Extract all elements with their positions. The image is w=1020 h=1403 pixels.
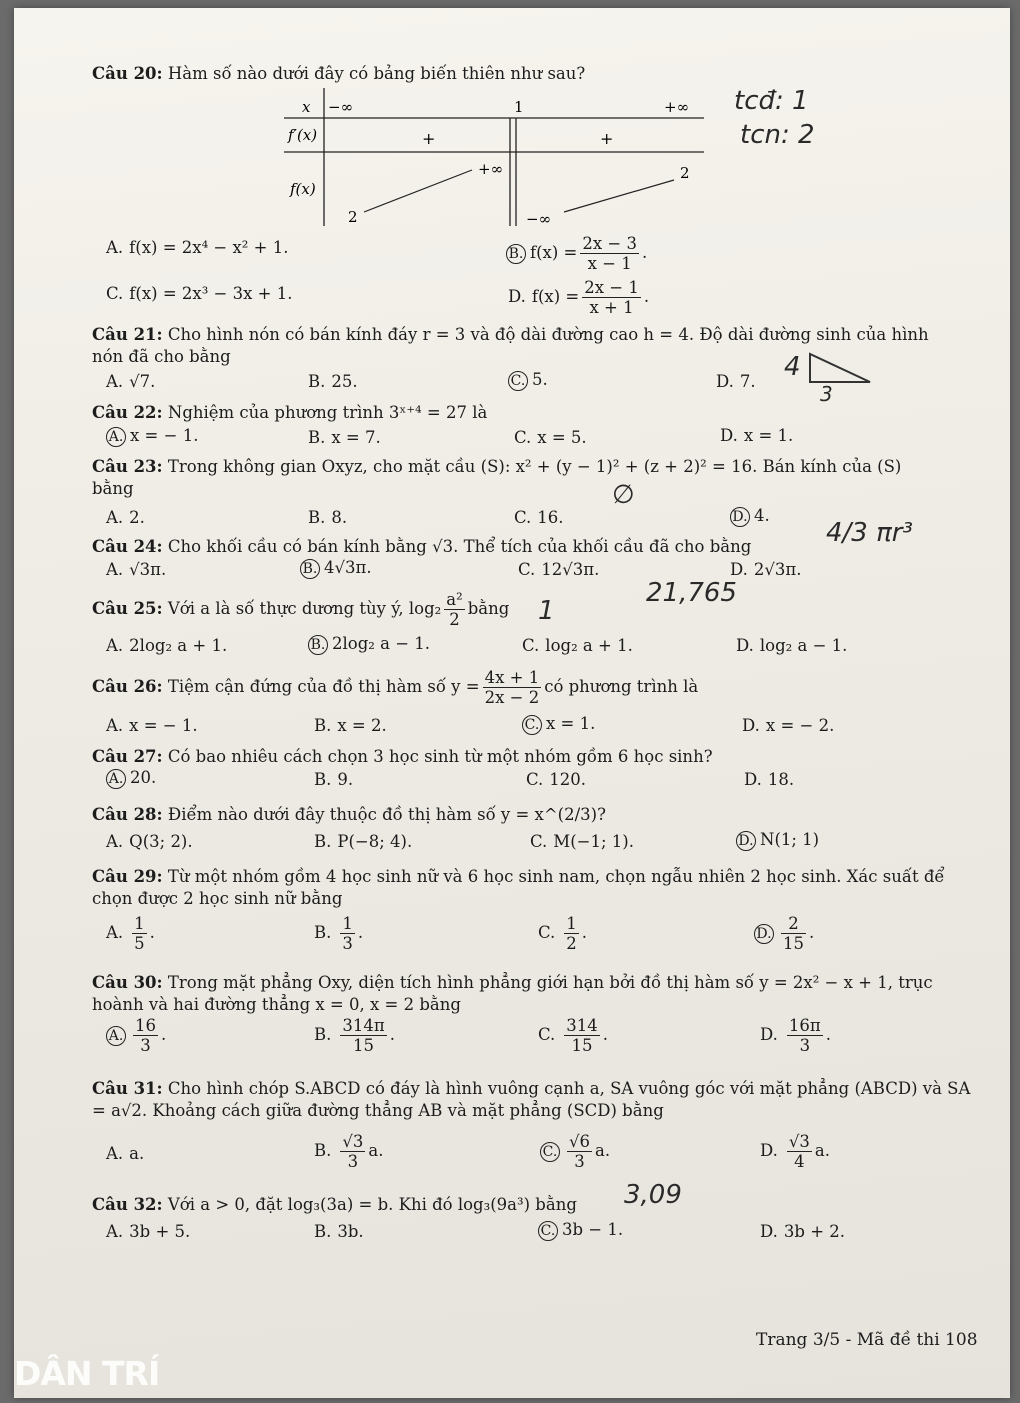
f-val-2-left: 2 (348, 208, 358, 226)
q23-option-c: C. 16. (514, 508, 564, 527)
q32-option-a: A. 3b + 5. (106, 1222, 191, 1241)
q27-option-d: D. 18. (744, 770, 795, 789)
f-val-pos-inf: +∞ (478, 160, 504, 178)
q25-option-c: C. log₂ a + 1. (522, 636, 633, 655)
q26-option-a: A. x = − 1. (106, 716, 198, 735)
q20-option-c: C. f(x) = 2x³ − 3x + 1. (106, 284, 293, 303)
q24-option-b: B. 4√3π. (300, 558, 372, 579)
f-val-neg-inf: −∞ (526, 210, 552, 228)
x-val-neg-inf: −∞ (328, 98, 354, 116)
exam-page (14, 8, 1010, 1398)
q26-option-c: C. x = 1. (522, 714, 595, 735)
q25-option-d: D. log₂ a − 1. (736, 636, 848, 655)
q32-option-d: D. 3b + 2. (760, 1222, 846, 1241)
q23-option-d: D. 4. (730, 506, 770, 527)
q20-option-a: A. f(x) = 2x⁴ − x² + 1. (106, 238, 289, 257)
q28-option-a: A. Q(3; 2). (106, 832, 193, 851)
q21-option-b: B. 25. (308, 372, 358, 391)
question-label: Câu 20: (92, 64, 163, 83)
question-31: Câu 31: Cho hình chóp S.ABCD có đáy là hình vuông cạnh a, SA vuông góc với mặt phẳng (ABCD) và SA = a√2. Khoảng cách giữa đường thẳng AB và mặt phẳng (SCD) bằng (92, 1079, 971, 1120)
question-28: Câu 28: Điểm nào dưới đây thuộc đồ thị hàm số y = x^(2/3)? (92, 805, 606, 824)
q27-option-c: C. 120. (526, 770, 587, 789)
question-30: Câu 30: Trong mặt phẳng Oxy, diện tích hình phẳng giới hạn bởi đồ thị hàm số y = 2x² − x + 1, trục hoành và hai đường thẳng x = 0, x = 2 bằng (92, 973, 933, 1014)
q31-option-b: B. $\frac{√3}{3}$ a. (314, 1132, 384, 1171)
q21-option-d: D. 7. (716, 372, 756, 391)
question-29: Câu 29: Từ một nhóm gồm 4 học sinh nữ và 6 học sinh nam, chọn ngẫu nhiên 2 học sinh. Xác suất để chọn được 2 học sinh nữ bằng (92, 867, 945, 908)
q29-option-d: D. $\frac{2}{15}$ . (754, 914, 814, 953)
question-23: Câu 23: Trong không gian Oxyz, cho mặt cầu (S): x² + (y − 1)² + (z + 2)² = 16. Bán kính của (S) bằng (92, 457, 902, 498)
variation-table (264, 88, 704, 228)
question-21: Câu 21: Cho hình nón có bán kính đáy r = 3 và độ dài đường cao h = 4. Độ dài đường sinh của hình nón đã cho bằng (92, 325, 929, 366)
question-22: Câu 22: Nghiệm của phương trình 3ˣ⁺⁴ = 27 là (92, 403, 488, 422)
q25-option-b: B. 2log₂ a − 1. (308, 634, 430, 655)
q30-option-d: D. $\frac{16\pi}{3}$ . (760, 1016, 831, 1055)
q28-option-c: C. M(−1; 1). (530, 832, 634, 851)
handwritten-note: 3,09 (624, 1180, 682, 1210)
handwritten-note: tcđ: 1 (734, 86, 809, 116)
question-26: Câu 26: Tiệm cận đứng của đồ thị hàm số y = $\frac{4x + 1}{2x - 2}$ có phương trình là (92, 668, 699, 707)
q23-option-b: B. 8. (308, 508, 348, 527)
q22-option-c: C. x = 5. (514, 428, 587, 447)
q32-option-c: C. 3b − 1. (538, 1220, 623, 1241)
x-val-1: 1 (514, 98, 524, 116)
q28-option-b: B. P(−8; 4). (314, 832, 413, 851)
sign-2: + (600, 129, 614, 148)
q20-option-b: B. f(x) = $\frac{2x - 3}{x - 1}$ . (506, 234, 647, 273)
page-footer: Trang 3/5 - Mã đề thi 108 (756, 1330, 978, 1350)
q30-option-a: A. $\frac{16}{3}$ . (106, 1016, 166, 1055)
question-text: Hàm số nào dưới đây có bảng biến thiên như sau? (167, 64, 586, 83)
sign-1: + (422, 129, 436, 148)
question-32: Câu 32: Với a > 0, đặt log₃(3a) = b. Khi đó log₃(9a³) bằng (92, 1195, 577, 1214)
q29-option-c: C. $\frac{1}{2}$ . (538, 914, 588, 953)
q22-option-a: A. x = − 1. (106, 426, 198, 447)
table-fp-label: f′(x) (288, 126, 318, 144)
handwritten-note: ∅ (612, 480, 635, 510)
handwritten-note: 3 (820, 382, 833, 406)
handwritten-note: 4/3 πr³ (826, 518, 913, 548)
q28-option-d: D. N(1; 1) (736, 830, 819, 851)
q22-option-d: D. x = 1. (720, 426, 794, 445)
dantri-watermark-logo: DÂN TRÍ (14, 1354, 160, 1393)
handwritten-note: 21,765 (646, 578, 737, 608)
question-27: Câu 27: Có bao nhiêu cách chọn 3 học sinh từ một nhóm gồm 6 học sinh? (92, 747, 713, 766)
q26-option-d: D. x = − 2. (742, 716, 835, 735)
q30-option-c: C. $\frac{314}{15}$ . (538, 1016, 609, 1055)
q20-option-d: D. f(x) = $\frac{2x - 1}{x + 1}$ . (508, 278, 650, 317)
q24-option-d: D. 2√3π. (730, 560, 802, 579)
q22-option-b: B. x = 7. (308, 428, 381, 447)
q31-option-c: C. $\frac{√6}{3}$ a. (540, 1132, 610, 1171)
x-val-pos-inf: +∞ (664, 98, 690, 116)
q31-option-a: A. a. (106, 1144, 145, 1163)
handwritten-triangle-sketch (806, 350, 876, 390)
arrow-up-right (564, 180, 674, 212)
q32-option-b: B. 3b. (314, 1222, 364, 1241)
q27-option-a: A. 20. (106, 768, 156, 789)
question-25: Câu 25: Với a là số thực dương tùy ý, log₂ $\frac{\text{a²}}{2}$ bằng (92, 590, 510, 629)
handwritten-note: tcn: 2 (740, 120, 815, 150)
q25-option-a: A. 2log₂ a + 1. (106, 636, 228, 655)
q24-option-c: C. 12√3π. (518, 560, 600, 579)
q26-option-b: B. x = 2. (314, 716, 387, 735)
handwritten-note: 1 (538, 596, 555, 626)
question-20 (92, 63, 585, 85)
q27-option-b: B. 9. (314, 770, 354, 789)
q31-option-d: D. $\frac{√3}{4}$ a. (760, 1132, 830, 1171)
q21-option-c: C. 5. (508, 370, 548, 391)
q29-option-a: A. $\frac{1}{5}$ . (106, 914, 155, 953)
q23-option-a: A. 2. (106, 508, 145, 527)
f-val-2-right: 2 (680, 164, 690, 182)
q21-option-a: A. √7. (106, 372, 156, 391)
question-24: Câu 24: Cho khối cầu có bán kính bằng √3. Thể tích của khối cầu đã cho bằng (92, 537, 752, 556)
q30-option-b: B. $\frac{314\pi}{15}$ . (314, 1016, 395, 1055)
table-f-label: f(x) (290, 180, 316, 198)
q24-option-a: A. √3π. (106, 560, 167, 579)
table-x-label: x (302, 98, 311, 116)
arrow-up-left (364, 170, 472, 212)
q29-option-b: B. $\frac{1}{3}$ . (314, 914, 364, 953)
handwritten-note: 4 (784, 352, 801, 382)
